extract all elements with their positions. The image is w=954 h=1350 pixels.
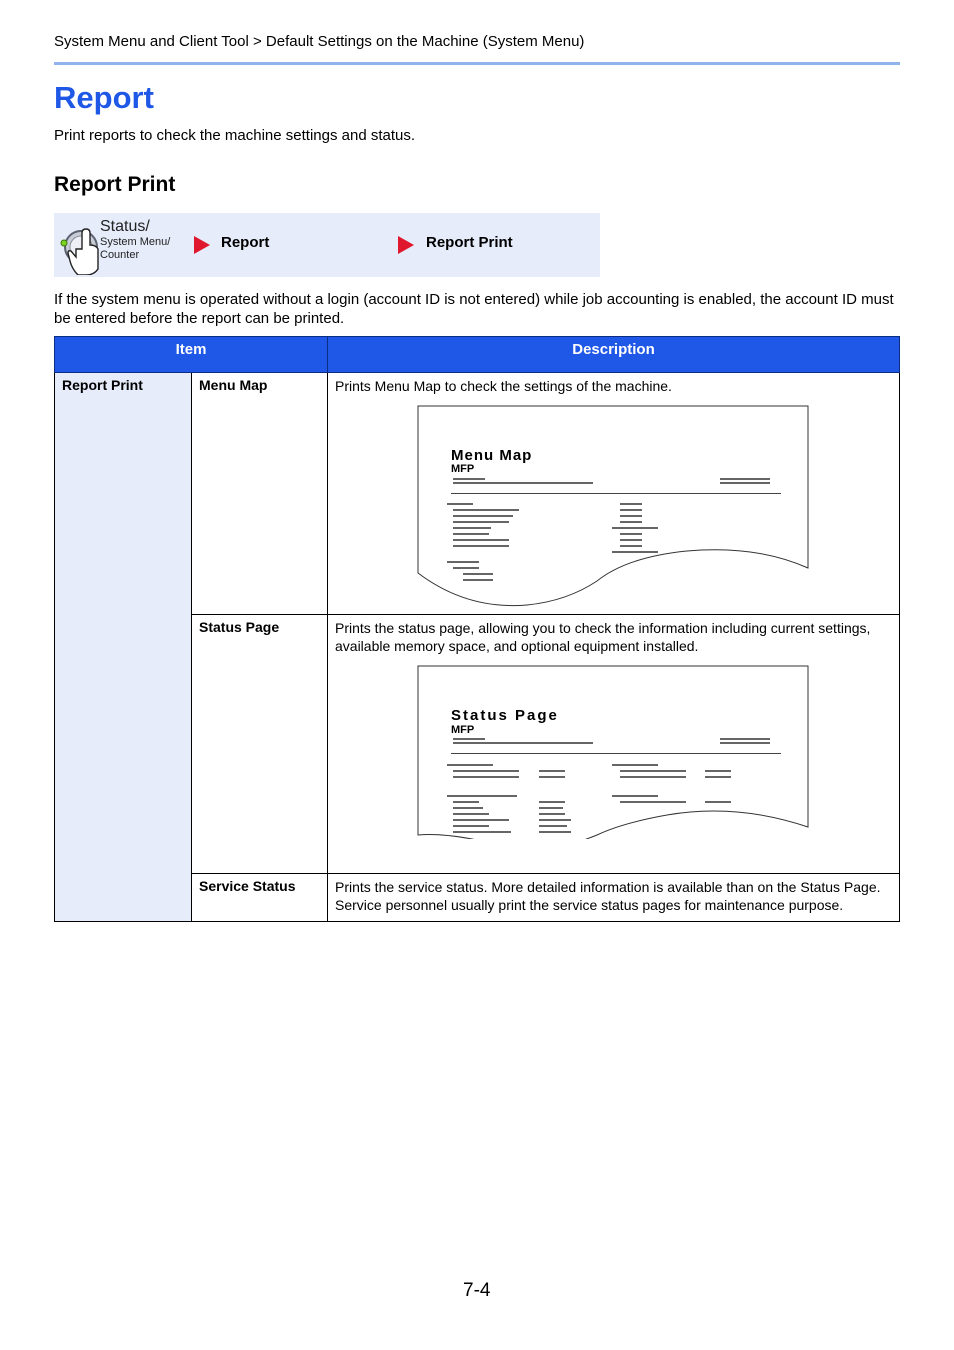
- status-key-label: [100, 218, 170, 262]
- item-name: Status Page: [192, 615, 328, 874]
- item-description: [328, 373, 900, 615]
- nav-step-report-print: Report Print: [426, 234, 513, 251]
- report-settings-table: [54, 336, 900, 922]
- menu-map-preview-subtitle: MFP: [451, 463, 475, 475]
- status-page-preview: [417, 665, 809, 839]
- header-item: Item: [55, 337, 328, 373]
- menu-map-preview-title: Menu Map: [451, 447, 533, 464]
- navigation-path: [54, 213, 600, 277]
- item-name: Menu Map: [192, 373, 328, 615]
- description-text: Prints the status page, allowing you to check the information including current settings, available memory space, and optional equipment installed.: [335, 620, 871, 654]
- section-title: Report Print: [54, 173, 176, 196]
- status-key-line2: System Menu/: [100, 236, 171, 248]
- group-label: Report Print: [55, 373, 192, 922]
- item-description: Prints the service status. More detailed information is available than on the Status Page. Service personnel usually print the service status pages for maintenance purpose.: [328, 874, 900, 922]
- item-description: [328, 615, 900, 874]
- status-key-line1: Status/: [100, 218, 150, 235]
- status-key-line3: Counter: [100, 249, 140, 261]
- header-rule: [54, 62, 900, 65]
- item-name: Service Status: [192, 874, 328, 922]
- table-header-row: [55, 337, 900, 373]
- page-number: 7-4: [463, 1280, 491, 1301]
- breadcrumb: System Menu and Client Tool > Default Settings on the Machine (System Menu): [54, 33, 585, 50]
- page-intro: Print reports to check the machine settings and status.: [54, 127, 416, 144]
- status-page-preview-title: Status Page: [451, 707, 559, 724]
- arrow-right-icon: [398, 236, 414, 254]
- arrow-right-icon: [194, 236, 210, 254]
- description-text: Prints Menu Map to check the settings of the machine.: [335, 378, 672, 394]
- login-note: If the system menu is operated without a login (account ID is not entered) while job accounting is enabled, the account ID must be entered before the report can be printed.: [54, 291, 894, 327]
- table-row: [55, 373, 900, 615]
- nav-step-report: Report: [221, 234, 270, 251]
- status-page-preview-subtitle: MFP: [451, 724, 475, 736]
- page-title: Report: [54, 80, 154, 115]
- status-key-icon: [58, 219, 100, 275]
- menu-map-preview: [417, 405, 809, 609]
- header-description: Description: [328, 337, 900, 373]
